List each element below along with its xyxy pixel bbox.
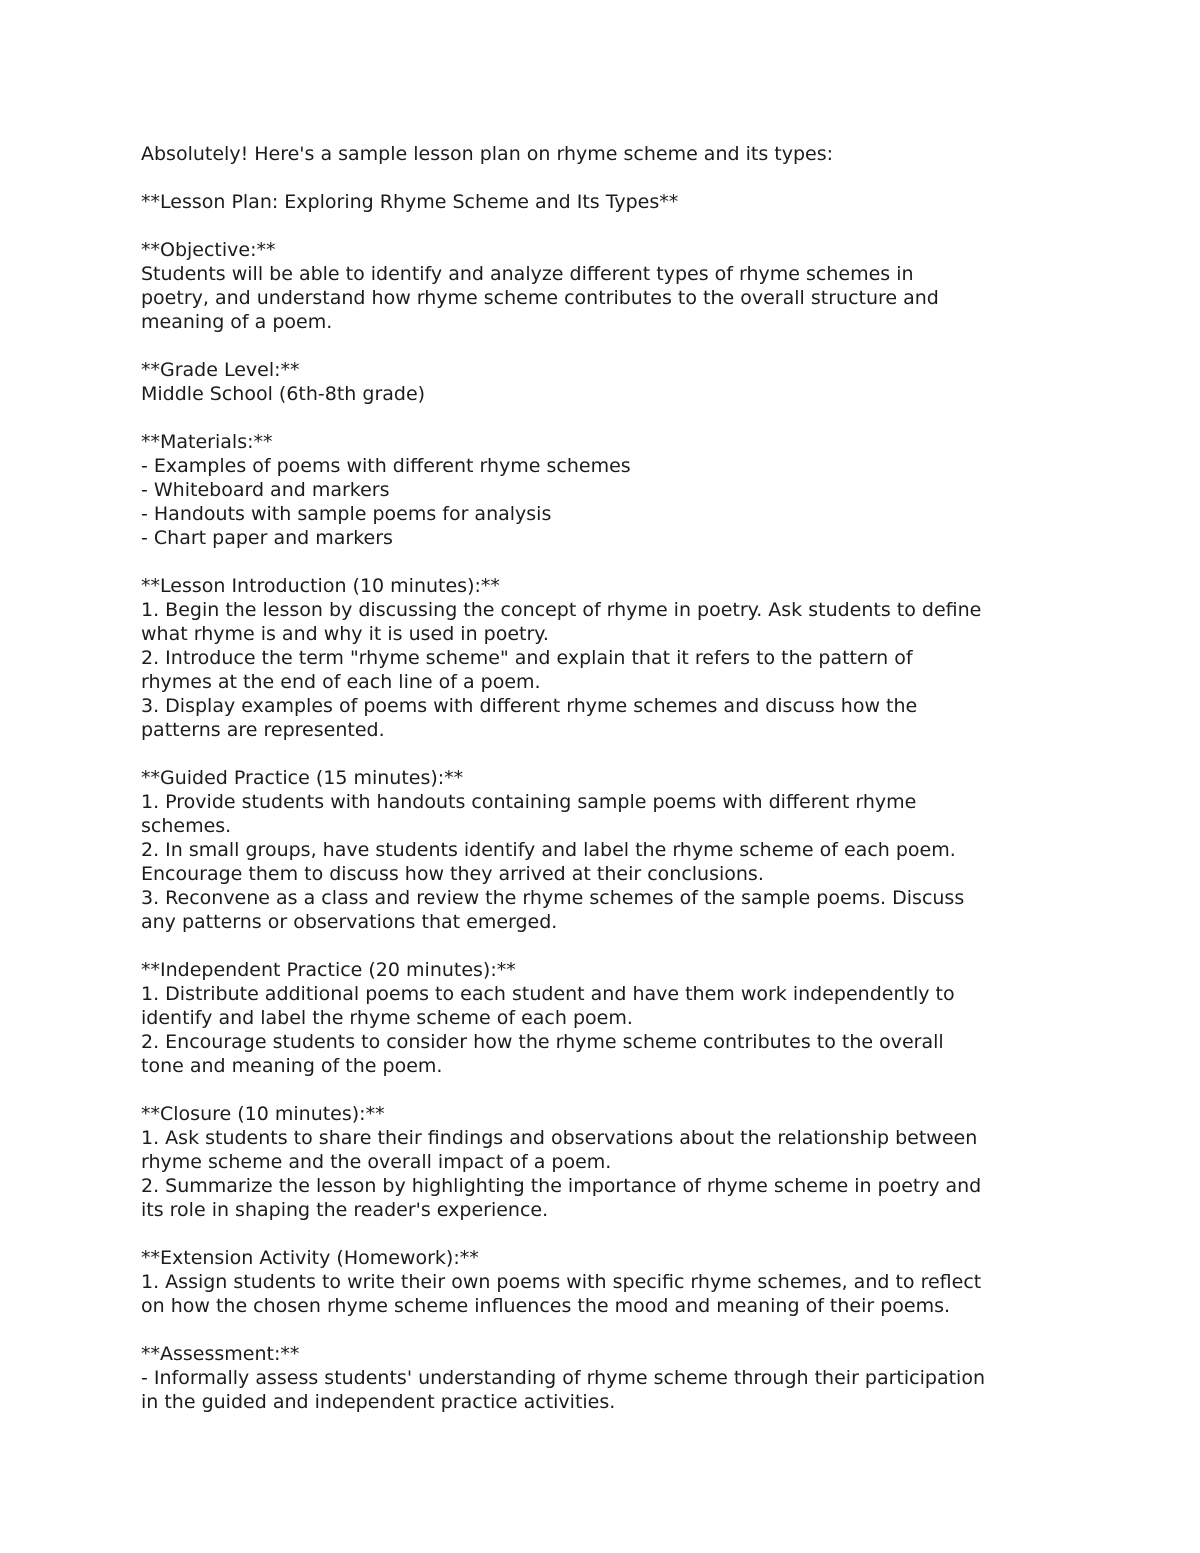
section-line: 1. Distribute additional poems to each student and have them work independently to [141, 983, 955, 1005]
section-line: 2. Encourage students to consider how the rhyme scheme contributes to the overall [141, 1031, 944, 1053]
section-line: rhymes at the end of each line of a poem. [141, 671, 541, 693]
section-heading: **Grade Level:** [141, 359, 300, 381]
spacer [141, 1222, 1071, 1246]
section-line: 1. Begin the lesson by discussing the concept of rhyme in poetry. Ask students to define [141, 599, 982, 621]
list-item: - Examples of poems with different rhyme schemes [141, 455, 631, 477]
section-line: 2. Introduce the term "rhyme scheme" and explain that it refers to the pattern of [141, 647, 913, 669]
list-item: - Handouts with sample poems for analysis [141, 503, 552, 525]
section-line: poetry, and understand how rhyme scheme contributes to the overall structure and [141, 287, 939, 309]
section-line: 1. Assign students to write their own poems with specific rhyme schemes, and to reflect [141, 1271, 982, 1293]
section-heading: **Objective:** [141, 239, 276, 261]
section-line: 2. In small groups, have students identify and label the rhyme scheme of each poem. [141, 839, 956, 861]
spacer [141, 166, 1071, 190]
section-materials [141, 430, 1071, 550]
section-line: on how the chosen rhyme scheme influences the mood and meaning of their poems. [141, 1295, 951, 1317]
list-item: - Chart paper and markers [141, 527, 393, 549]
section-line: 1. Ask students to share their findings and observations about the relationship between [141, 1127, 978, 1149]
section-line: 2. Summarize the lesson by highlighting the importance of rhyme scheme in poetry and [141, 1175, 982, 1197]
section-line: - Informally assess students' understanding of rhyme scheme through their participation [141, 1367, 985, 1389]
section-line: what rhyme is and why it is used in poetry. [141, 623, 549, 645]
section-heading: **Independent Practice (20 minutes):** [141, 959, 516, 981]
section-heading: **Extension Activity (Homework):** [141, 1247, 479, 1269]
lesson-title: **Lesson Plan: Exploring Rhyme Scheme and Its Types** [141, 191, 679, 213]
spacer [141, 934, 1071, 958]
section-heading: **Materials:** [141, 431, 273, 453]
list-item: - Whiteboard and markers [141, 479, 390, 501]
section-line: meaning of a poem. [141, 311, 333, 333]
spacer [141, 742, 1071, 766]
spacer [141, 550, 1071, 574]
section-line: Middle School (6th-8th grade) [141, 383, 426, 405]
section-line: rhyme scheme and the overall impact of a poem. [141, 1151, 612, 1173]
section-heading: **Closure (10 minutes):** [141, 1103, 385, 1125]
section-line: patterns are represented. [141, 719, 385, 741]
section-closure [141, 1102, 1071, 1222]
section-line: 3. Reconvene as a class and review the rhyme schemes of the sample poems. Discuss [141, 887, 965, 909]
spacer [141, 406, 1071, 430]
section-extension-activity [141, 1246, 1071, 1318]
section-line: in the guided and independent practice activities. [141, 1391, 616, 1413]
section-line: identify and label the rhyme scheme of each poem. [141, 1007, 633, 1029]
section-line: schemes. [141, 815, 232, 837]
intro-text: Absolutely! Here's a sample lesson plan on rhyme scheme and its types: [141, 143, 833, 165]
section-heading: **Guided Practice (15 minutes):** [141, 767, 464, 789]
section-line: its role in shaping the reader's experience. [141, 1199, 549, 1221]
section-assessment [141, 1342, 1071, 1414]
section-line: 3. Display examples of poems with different rhyme schemes and discuss how the [141, 695, 918, 717]
section-guided-practice [141, 766, 1071, 934]
section-line: Encourage them to discuss how they arrived at their conclusions. [141, 863, 764, 885]
section-lesson-introduction [141, 574, 1071, 742]
spacer [141, 1078, 1071, 1102]
section-objective [141, 238, 1071, 334]
document-page [141, 142, 1071, 1414]
section-independent-practice [141, 958, 1071, 1078]
section-line: tone and meaning of the poem. [141, 1055, 443, 1077]
spacer [141, 334, 1071, 358]
section-line: Students will be able to identify and analyze different types of rhyme schemes in [141, 263, 914, 285]
spacer [141, 1318, 1071, 1342]
section-line: any patterns or observations that emerged. [141, 911, 558, 933]
section-heading: **Lesson Introduction (10 minutes):** [141, 575, 500, 597]
spacer [141, 214, 1071, 238]
section-heading: **Assessment:** [141, 1343, 300, 1365]
section-grade-level [141, 358, 1071, 406]
section-line: 1. Provide students with handouts containing sample poems with different rhyme [141, 791, 917, 813]
